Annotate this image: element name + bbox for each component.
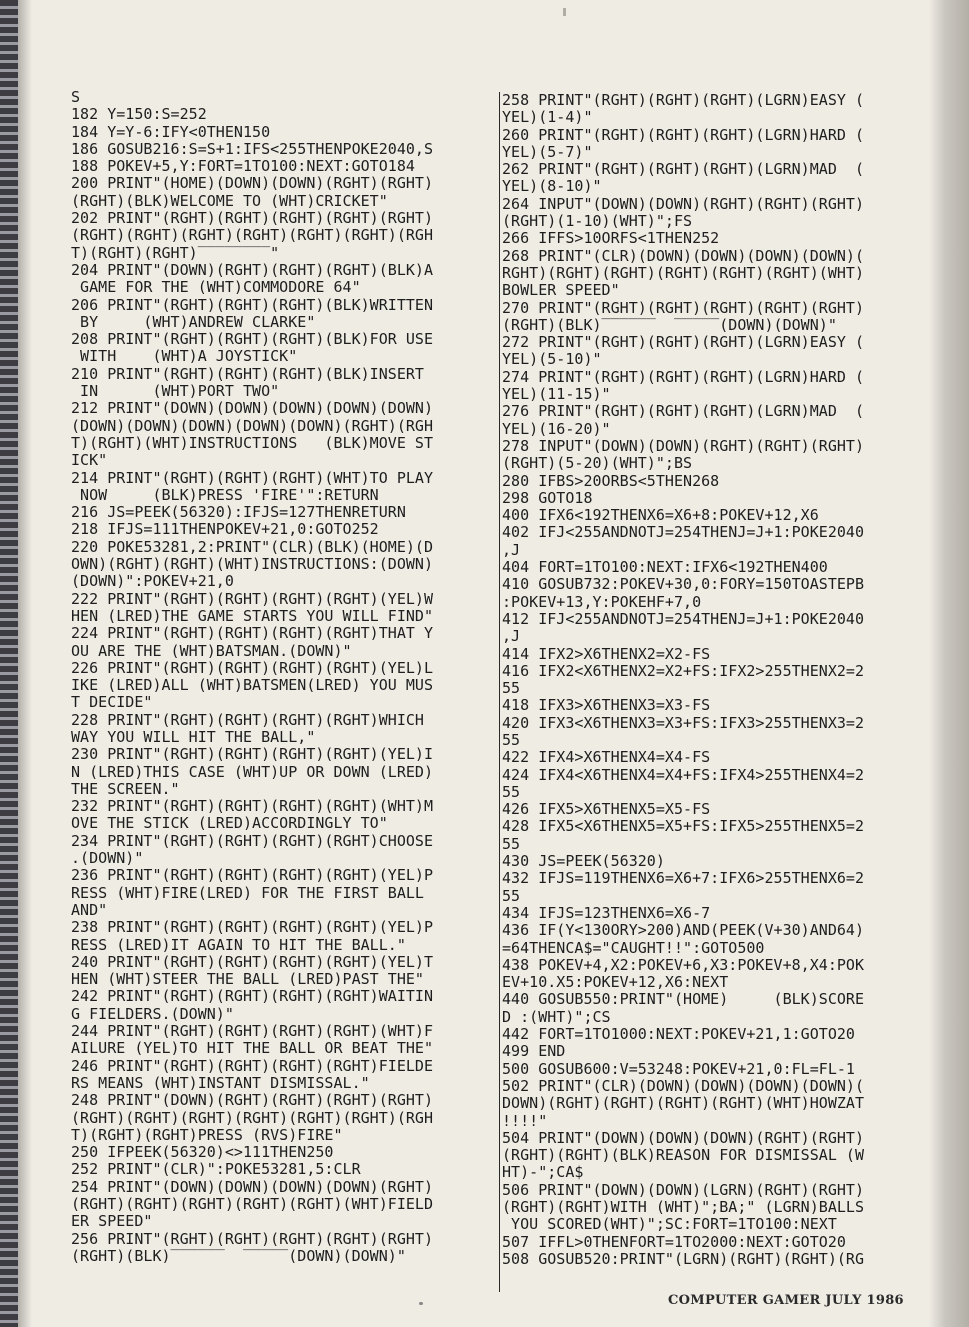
code-line: OU ARE THE (WHT)BATSMAN.(DOWN)" bbox=[71, 641, 352, 660]
code-line: (RGHT)(BLK)‾‾‾‾‾‾ ‾‾‾‾‾(DOWN)(DOWN)" bbox=[71, 1246, 406, 1265]
code-line: 426 IFX5>X6THENX5=X5-FS bbox=[502, 800, 711, 819]
code-line: 222 PRINT"(RGHT)(RGHT)(RGHT)(RGHT)(YEL)W bbox=[71, 589, 434, 608]
code-line: YEL)(5-7)" bbox=[502, 142, 593, 161]
code-line: 226 PRINT"(RGHT)(RGHT)(RGHT)(RGHT)(YEL)L bbox=[71, 658, 434, 677]
code-line: DOWN)(RGHT)(RGHT)(RGHT)(RGHT)(WHT)HOWZAT bbox=[502, 1094, 865, 1113]
code-line: 434 IFJS=123THENX6=X6-7 bbox=[502, 903, 711, 922]
code-line: 210 PRINT"(RGHT)(RGHT)(RGHT)(BLK)INSERT bbox=[71, 364, 424, 383]
code-line: 440 GOSUB550:PRINT"(HOME) (BLK)SCORE bbox=[502, 990, 865, 1009]
code-line: 418 IFX3>X6THENX3=X3-FS bbox=[502, 696, 711, 715]
code-line: 424 IFX4<X6THENX4=X4+FS:IFX4>255THENX4=2 bbox=[502, 765, 865, 784]
code-line: (RGHT)(1-10)(WHT)";FS bbox=[502, 212, 693, 231]
code-line: 244 PRINT"(RGHT)(RGHT)(RGHT)(RGHT)(WHT)F bbox=[71, 1022, 434, 1041]
code-line: T)(RGHT)(WHT)INSTRUCTIONS (BLK)MOVE ST bbox=[71, 433, 434, 452]
code-line: IKE (LRED)ALL (WHT)BATSMEN(LRED) YOU MUS bbox=[71, 676, 434, 695]
code-line: 402 IFJ<255ANDNOTJ=254THENJ=J+1:POKE2040 bbox=[502, 523, 865, 542]
code-line: 252 PRINT"(CLR)":POKE53281,5:CLR bbox=[71, 1160, 361, 1179]
code-line: 502 PRINT"(CLR)(DOWN)(DOWN)(DOWN)(DOWN)( bbox=[502, 1076, 865, 1095]
print-dot bbox=[419, 1302, 423, 1305]
code-line: 248 PRINT"(DOWN)(RGHT)(RGHT)(RGHT)(RGHT) bbox=[71, 1091, 434, 1110]
code-line: 264 INPUT"(DOWN)(DOWN)(RGHT)(RGHT)(RGHT) bbox=[502, 194, 865, 213]
listing-column-left bbox=[71, 89, 493, 1265]
page-footer: COMPUTER GAMER JULY 1986 bbox=[668, 1293, 904, 1308]
code-line: 499 END bbox=[502, 1042, 566, 1061]
code-line: T)(RGHT)(RGHT)‾‾‾‾‾‾‾‾" bbox=[71, 243, 280, 262]
code-line: 236 PRINT"(RGHT)(RGHT)(RGHT)(RGHT)(YEL)P bbox=[71, 866, 434, 885]
code-line: 246 PRINT"(RGHT)(RGHT)(RGHT)(RGHT)FIELDE bbox=[71, 1056, 434, 1075]
code-line: 55 bbox=[502, 730, 521, 749]
code-line: 224 PRINT"(RGHT)(RGHT)(RGHT)(RGHT)THAT Y bbox=[71, 624, 434, 643]
code-line: 186 GOSUB216:S=S+1:IFS<255THENPOKE2040,S bbox=[71, 139, 434, 158]
code-line: (RGHT)(5-20)(WHT)";BS bbox=[502, 454, 693, 473]
code-line: (RGHT)(RGHT)(BLK)REASON FOR DISMISSAL (W bbox=[502, 1146, 865, 1165]
code-line: NOW (BLK)PRESS 'FIRE'":RETURN bbox=[71, 485, 379, 504]
code-line: 420 IFX3<X6THENX3=X3+FS:IFX3>255THENX3=2 bbox=[502, 713, 865, 732]
code-line: 400 IFX6<192THENX6=X6+8:POKEV+12,X6 bbox=[502, 506, 819, 525]
code-line: 438 POKEV+4,X2:POKEV+6,X3:POKEV+8,X4:POK bbox=[502, 955, 865, 974]
code-line: AND" bbox=[71, 900, 108, 919]
code-line: YEL)(5-10)" bbox=[502, 350, 602, 369]
code-line: YEL)(11-15)" bbox=[502, 385, 611, 404]
code-line: 416 IFX2<X6THENX2=X2+FS:IFX2>255THENX2=2 bbox=[502, 661, 865, 680]
code-line: THE SCREEN." bbox=[71, 779, 180, 798]
code-line: RESS (LRED)IT AGAIN TO HIT THE BALL." bbox=[71, 935, 406, 954]
code-line: AILURE (YEL)TO HIT THE BALL OR BEAT THE" bbox=[71, 1039, 434, 1058]
code-line: HEN (LRED)THE GAME STARTS YOU WILL FIND" bbox=[71, 606, 434, 625]
code-line: 278 INPUT"(DOWN)(DOWN)(RGHT)(RGHT)(RGHT) bbox=[502, 436, 865, 455]
code-line: 404 FORT=1TO100:NEXT:IFX6<192THEN400 bbox=[502, 558, 828, 577]
code-line: :POKEV+13,Y:POKEHF+7,0 bbox=[502, 592, 702, 611]
code-line: 430 JS=PEEK(56320) bbox=[502, 852, 665, 871]
code-line: (DOWN)":POKEV+21,0 bbox=[71, 572, 234, 591]
code-line: 242 PRINT"(RGHT)(RGHT)(RGHT)(RGHT)WAITIN bbox=[71, 987, 434, 1006]
code-line: 55 bbox=[502, 886, 521, 905]
code-line: YEL)(8-10)" bbox=[502, 177, 602, 196]
code-line: RESS (WHT)FIRE(LRED) FOR THE FIRST BALL bbox=[71, 883, 424, 902]
code-line: 55 bbox=[502, 679, 521, 698]
code-line: HT)-";CA$ bbox=[502, 1163, 584, 1182]
code-line: 268 PRINT"(CLR)(DOWN)(DOWN)(DOWN)(DOWN)( bbox=[502, 246, 865, 265]
code-line: 55 bbox=[502, 834, 521, 853]
code-line: YEL)(1-4)" bbox=[502, 108, 593, 127]
code-line: 256 PRINT"(RGHT)(RGHT)(RGHT)(RGHT)(RGHT) bbox=[71, 1229, 434, 1248]
code-line: ,J bbox=[502, 540, 521, 559]
code-line: !!!!" bbox=[502, 1111, 548, 1130]
code-line: T DECIDE" bbox=[71, 693, 153, 712]
code-line: BY (WHT)ANDREW CLARKE" bbox=[71, 312, 316, 331]
code-line: 274 PRINT"(RGHT)(RGHT)(RGHT)(LGRN)HARD ( bbox=[502, 367, 865, 386]
code-line: YEL)(16-20)" bbox=[502, 419, 611, 438]
code-line: 238 PRINT"(RGHT)(RGHT)(RGHT)(RGHT)(YEL)P bbox=[71, 918, 434, 937]
code-line: 442 FORT=1TO1000:NEXT:POKEV+21,1:GOTO20 bbox=[502, 1025, 855, 1044]
code-line: 507 IFFL>0THENFORT=1TO2000:NEXT:GOTO20 bbox=[502, 1232, 846, 1251]
code-line: 184 Y=Y-6:IFY<0THEN150 bbox=[71, 122, 271, 141]
code-line: (DOWN)(DOWN)(DOWN)(DOWN)(DOWN)(RGHT)(RGH bbox=[71, 416, 434, 435]
code-line: 232 PRINT"(RGHT)(RGHT)(RGHT)(RGHT)(WHT)M bbox=[71, 797, 434, 816]
code-line: (RGHT)(RGHT)(RGHT)(RGHT)(RGHT)(WHT)FIELD bbox=[71, 1195, 434, 1213]
code-line: 254 PRINT"(DOWN)(DOWN)(DOWN)(DOWN)(RGHT) bbox=[71, 1177, 434, 1196]
code-line: 412 IFJ<255ANDNOTJ=254THENJ=J+1:POKE2040 bbox=[502, 609, 865, 628]
code-line: 204 PRINT"(DOWN)(RGHT)(RGHT)(RGHT)(BLK)A bbox=[71, 260, 434, 279]
code-line: ER SPEED" bbox=[71, 1212, 153, 1231]
code-line: 202 PRINT"(RGHT)(RGHT)(RGHT)(RGHT)(RGHT) bbox=[71, 209, 434, 228]
code-line: GAME FOR THE (WHT)COMMODORE 64" bbox=[71, 278, 361, 297]
code-line: T)(RGHT)(RGHT)PRESS (RVS)FIRE" bbox=[71, 1125, 343, 1144]
code-line: (RGHT)(BLK)‾‾‾‾‾‾ ‾‾‾‾‾(DOWN)(DOWN)" bbox=[502, 315, 837, 334]
code-line: 214 PRINT"(RGHT)(RGHT)(RGHT)(WHT)TO PLAY bbox=[71, 468, 434, 487]
code-line: BOWLER SPEED" bbox=[502, 281, 620, 300]
code-line: 228 PRINT"(RGHT)(RGHT)(RGHT)(RGHT)WHICH bbox=[71, 710, 424, 729]
code-line: ,J bbox=[502, 627, 521, 646]
code-line: 218 IFJS=111THENPOKEV+21,0:GOTO252 bbox=[71, 520, 379, 539]
code-line: HEN (WHT)STEER THE BALL (LRED)PAST THE" bbox=[71, 970, 424, 989]
print-speck bbox=[563, 8, 566, 16]
code-line: (RGHT)(RGHT)WITH (WHT)";BA;" (LGRN)BALLS bbox=[502, 1198, 865, 1216]
code-line: 272 PRINT"(RGHT)(RGHT)(RGHT)(LGRN)EASY ( bbox=[502, 333, 865, 352]
code-line: (RGHT)(RGHT)(RGHT)(RGHT)(RGHT)(RGHT)(RGH bbox=[71, 226, 434, 245]
code-line: .(DOWN)" bbox=[71, 849, 144, 868]
code-line: WAY YOU WILL HIT THE BALL," bbox=[71, 727, 316, 746]
code-line: OVE THE STICK (LRED)ACCORDINGLY TO" bbox=[71, 814, 388, 833]
code-line: OWN)(RGHT)(RGHT)(WHT)INSTRUCTIONS:(DOWN) bbox=[71, 555, 434, 574]
code-line: (RGHT)(BLK)WELCOME TO (WHT)CRICKET" bbox=[71, 191, 388, 210]
code-line: D :(WHT)";CS bbox=[502, 1007, 611, 1026]
code-line: 208 PRINT"(RGHT)(RGHT)(RGHT)(BLK)FOR USE bbox=[71, 330, 434, 349]
code-line: 280 IFBS>20ORBS<5THEN268 bbox=[502, 471, 720, 490]
code-line: (RGHT)(RGHT)(RGHT)(RGHT)(RGHT)(RGHT)(RGH bbox=[71, 1108, 434, 1127]
code-line: 436 IF(Y<130ORY>200)AND(PEEK(V+30)AND64) bbox=[502, 921, 865, 940]
code-line: 206 PRINT"(RGHT)(RGHT)(RGHT)(BLK)WRITTEN bbox=[71, 295, 434, 314]
code-line: G FIELDERS.(DOWN)" bbox=[71, 1004, 234, 1023]
code-line: 422 IFX4>X6THENX4=X4-FS bbox=[502, 748, 711, 767]
code-line: 260 PRINT"(RGHT)(RGHT)(RGHT)(LGRN)HARD ( bbox=[502, 125, 865, 144]
code-line: 504 PRINT"(DOWN)(DOWN)(DOWN)(RGHT)(RGHT) bbox=[502, 1128, 865, 1147]
code-line: 220 POKE53281,2:PRINT"(CLR)(BLK)(HOME)(D bbox=[71, 537, 434, 556]
code-line: 270 PRINT"(RGHT)(RGHT)(RGHT)(RGHT)(RGHT) bbox=[502, 298, 865, 317]
code-line: RGHT)(RGHT)(RGHT)(RGHT)(RGHT)(RGHT)(WHT) bbox=[502, 263, 865, 282]
code-line: S bbox=[71, 88, 81, 106]
code-line: YOU SCORED(WHT)";SC:FORT=1TO100:NEXT bbox=[502, 1215, 837, 1234]
code-line: 266 IFFS>10ORFS<1THEN252 bbox=[502, 229, 720, 248]
code-line: 182 Y=150:S=252 bbox=[71, 105, 207, 124]
code-line: 508 GOSUB520:PRINT"(LGRN)(RGHT)(RGHT)(RG bbox=[502, 1249, 865, 1268]
code-line: 506 PRINT"(DOWN)(DOWN)(LGRN)(RGHT)(RGHT) bbox=[502, 1180, 865, 1199]
binding-shadow bbox=[18, 0, 32, 1327]
magazine-binding bbox=[0, 0, 18, 1327]
code-line: N (LRED)THIS CASE (WHT)UP OR DOWN (LRED) bbox=[71, 762, 434, 781]
code-line: 230 PRINT"(RGHT)(RGHT)(RGHT)(RGHT)(YEL)I bbox=[71, 745, 434, 764]
code-line: 298 GOTO18 bbox=[502, 488, 593, 507]
code-line: 414 IFX2>X6THENX2=X2-FS bbox=[502, 644, 711, 663]
code-line: 212 PRINT"(DOWN)(DOWN)(DOWN)(DOWN)(DOWN) bbox=[71, 399, 434, 418]
code-line: 410 GOSUB732:POKEV+30,0:FORY=150TOASTEPB bbox=[502, 575, 865, 594]
code-line: 234 PRINT"(RGHT)(RGHT)(RGHT)(RGHT)CHOOSE bbox=[71, 831, 434, 850]
code-line: 276 PRINT"(RGHT)(RGHT)(RGHT)(LGRN)MAD ( bbox=[502, 402, 865, 421]
code-line: IN (WHT)PORT TWO" bbox=[71, 382, 280, 401]
code-line: 200 PRINT"(HOME)(DOWN)(DOWN)(RGHT)(RGHT) bbox=[71, 174, 434, 193]
page-edge-shadow bbox=[929, 0, 969, 1327]
code-line: 188 POKEV+5,Y:FORT=1TO100:NEXT:GOTO184 bbox=[71, 157, 415, 176]
code-line: 55 bbox=[502, 782, 521, 801]
code-line: 428 IFX5<X6THENX5=X5+FS:IFX5>255THENX5=2 bbox=[502, 817, 865, 836]
code-line: 258 PRINT"(RGHT)(RGHT)(RGHT)(LGRN)EASY ( bbox=[502, 91, 865, 109]
code-line: =64THENCA$="CAUGHT!!":GOTO500 bbox=[502, 938, 765, 957]
code-line: ICK" bbox=[71, 451, 108, 470]
code-line: 240 PRINT"(RGHT)(RGHT)(RGHT)(RGHT)(YEL)T bbox=[71, 952, 434, 971]
code-line: 216 JS=PEEK(56320):IFJS=127THENRETURN bbox=[71, 503, 406, 522]
code-line: 500 GOSUB600:V=53248:POKEV+21,0:FL=FL-1 bbox=[502, 1059, 855, 1078]
code-line: EV+10.X5:POKEV+12,X6:NEXT bbox=[502, 973, 729, 992]
code-line: WITH (WHT)A JOYSTICK" bbox=[71, 347, 298, 366]
code-line: 432 IFJS=119THENX6=X6+7:IFX6>255THENX6=2 bbox=[502, 869, 865, 888]
code-line: 250 IFPEEK(56320)<>111THEN250 bbox=[71, 1143, 334, 1162]
code-line: 262 PRINT"(RGHT)(RGHT)(RGHT)(LGRN)MAD ( bbox=[502, 160, 865, 179]
listing-column-right bbox=[499, 92, 914, 1292]
code-line: RS MEANS (WHT)INSTANT DISMISSAL." bbox=[71, 1073, 370, 1092]
